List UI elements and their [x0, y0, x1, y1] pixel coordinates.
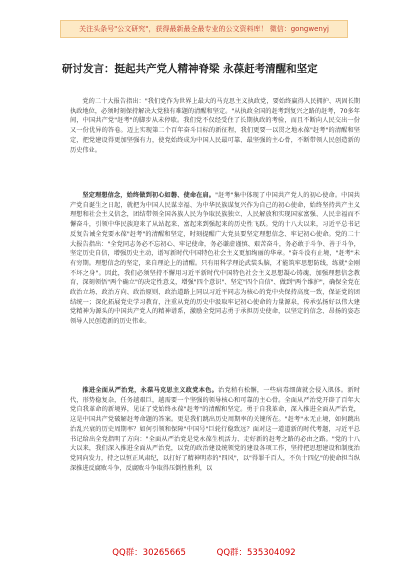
paragraph-2 [70, 191, 360, 327]
footer-qq-group-2: QQ群：535304092 [216, 548, 296, 558]
footer-contact [0, 546, 408, 558]
paragraph-3-lead: 推进全面从严治党，永葆马克思主义政党本色。 [82, 387, 219, 394]
footer-qq-group-1: QQ群：30265665 [112, 548, 186, 558]
promo-banner[interactable]: 关注头条号"公文研究"，获得最新最全最专业的公文资料库！ 微信：gongwenyj [60, 20, 348, 38]
paragraph-1-text: 党的二十大报告指出："我们党作为世界上最大的马克思主义执政党，要始终赢得人民拥护、巩固长期执政地位，必须时刻保持解决大党独有难题的清醒和坚定。"从执政全国的赶考到复兴之路的赶考，70多年间，中国共产党"赶考"的脚步从未停歇。我们党不仅经受住了长期执政的考验，而且不断向人民交出一份又一份优异的答卷。迈上实现第二个百年奋斗目标的新征程，我们更要一以贯之地永葆"赶考"的清醒和坚定，把党建设得更加坚强有力，使党始终成为中国人民最可靠、最坚强的主心骨，不断带领人民创造新的历史伟业。 [70, 98, 360, 154]
paragraph-3-text: 治党稍有松懈，一些病毒细菌就会侵入肌体。新时代，形势稳复杂，任务越艰巨，越需要一个坚强的领导核心和可靠的主心骨。全面从严治党开辟了百年大党自我革命的新境界，见证了党始终永葆"赶考"的清醒和坚定。勇于自我革命，深入推进全面从严治党，这是中国共产党破解赶考命题的答案。更是我们跳出历史周期率的关键所在。"赶考"永无止境，如何跳出治乱兴衰的历史周期率？如何引领和保障"中国号"巨轮行稳致远？面对这一道道新的时代考题，习近平总书记给出全党指明了方向："全面从严治党是党永葆生机活力、走好新的赶考之路的必由之路。"党的十八大以来，我们深入推进全面从严治党，以党的政治建设统领党的建设各项工作，坚持把思想建设和制度治党同向发力，持之以恒正风肃纪，以打好了精神明赤的"四风"，以"得罪千百人，不负十四亿"的使命担当纵深推进反腐败斗争，反腐败斗争取得压倒性胜利，以 [70, 387, 361, 472]
page-title: 研讨发言：挺起共产党人精神脊梁 永葆赶考清醒和坚定 [62, 63, 318, 75]
paragraph-1 [70, 97, 360, 155]
paragraph-2-lead: 坚定理想信念，始终做到初心如磐、使命在肩。 [82, 192, 216, 199]
paragraph-3 [70, 386, 360, 473]
paragraph-2-text: "赶考"集中体现了中国共产党人的初心使命。中国共产党自诞生之日起，就把为中国人民谋幸福、为中华民族谋复兴作为自己的初心使命，始终坚持共产主义理想和社会主义信念，团结带领全国各族人民为争取民族独立、人民解放和实现国家富强、人民幸福而不懈奋斗，引领中华民族迎来了从站起来、富起来到强起来的历史性飞跃。党的十八大以来，习近平总书记反复告诫全党要永葆"赶考"的清醒和坚定，时刻提醒广大党员要坚定理想信念、牢记初心使命。党的二十大报告指出："全党同志务必不忘初心、牢记使命，务必谦虚谨慎、艰苦奋斗，务必敢于斗争、善于斗争，坚定历史自信，增强历史主动，谱写新时代中国特色社会主义更加绚丽的华章。"奋斗没有止境，"赶考"未有穷期。理想信念的坚定，来自理论上的清醒。只有用科学理论武装头脑，才能筑牢思想防线，练就"金刚不坏之身"。因此，我们必须坚持不懈用习近平新时代中国特色社会主义思想凝心铸魂，加强理想信念教育，深刻领悟"两个确立"的决定性意义，增强"四个意识"、坚定"四个自信"、做到"两个维护"，确保全党在政治立场、政治方向、政治原则、政治道路上同以习近平同志为核心的党中央保持高度一致，保证党的团结统一；深化拓展党史学习教育，注重从党的历史中汲取牢记初心使命的力量源泉，传承弘扬好以伟大建党精神为源头的中国共产党人的精神谱系，激励全党同志勇于承担历史使命，以坚定的信念、昂扬的姿态领导人民创造新的历史伟业。 [70, 192, 360, 326]
